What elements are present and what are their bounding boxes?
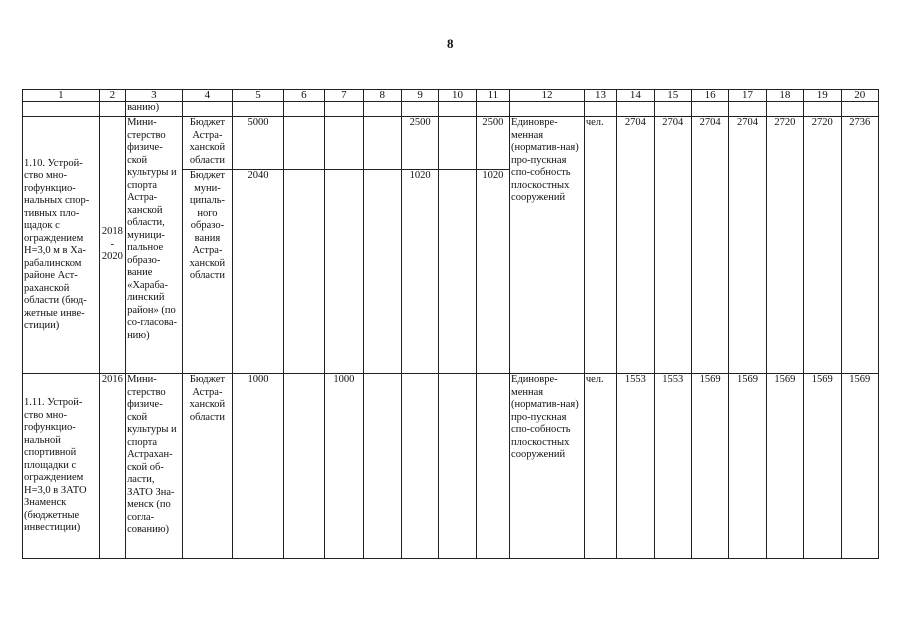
continuation-row xyxy=(23,102,879,117)
header-cell: 11 xyxy=(476,90,509,102)
executor-cell: Мини-стерство физиче-ской культуры и спорта Астра-ханской области, муници-пальное образо-вание «Хараба-линский район» (по со-гласова-нию) xyxy=(126,117,183,374)
total-regional: 5000 xyxy=(233,117,283,170)
year-2020-cell xyxy=(476,117,509,374)
value-cell: 1569 xyxy=(766,374,803,559)
total-cell xyxy=(233,117,284,374)
year-2018-regional: 2500 xyxy=(402,117,438,170)
funding-source-regional: Бюджет Астра-ханской области xyxy=(183,117,233,170)
header-cell: 15 xyxy=(654,90,691,102)
value-cell: 2704 xyxy=(654,117,691,374)
header-cell: 8 xyxy=(363,90,401,102)
value-cell: 2704 xyxy=(691,117,728,374)
value-cell: 2704 xyxy=(729,117,766,374)
table-row xyxy=(23,117,879,374)
years-cell: 2018 - 2020 xyxy=(99,117,125,374)
year-2016-cell: 1000 xyxy=(325,374,363,559)
header-cell: 14 xyxy=(617,90,654,102)
value-cell: 1569 xyxy=(729,374,766,559)
header-cell: 2 xyxy=(99,90,125,102)
header-cell: 9 xyxy=(401,90,438,102)
funding-source-municipal: Бюджет муни-ципаль-ного образо-вания Астра-ханской области xyxy=(189,170,226,281)
value-cell: 2736 xyxy=(841,117,879,374)
value-cell: 1553 xyxy=(654,374,691,559)
value-cell: 2720 xyxy=(766,117,803,374)
funding-source-cell xyxy=(182,117,233,374)
header-cell: 13 xyxy=(584,90,616,102)
total-cell: 1000 xyxy=(233,374,284,559)
header-cell: 3 xyxy=(126,90,183,102)
indicator-cell: Единовре-менная (норматив-ная) про-пускная спо-собность плоскостных сооружений xyxy=(510,374,585,559)
total-municipal: 2040 xyxy=(247,170,269,181)
continuation-text: ванию) xyxy=(126,102,183,117)
year-2020-regional: 2500 xyxy=(477,117,509,170)
unit-cell: чел. xyxy=(584,117,616,374)
header-cell: 10 xyxy=(439,90,476,102)
activity-name: 1.10. Устрой-ство мно-гофункцио-нальных спор-тивных пло-щадок с ограждением H=3,0 м в Ха-рабалинском районе Аст-раханской области (бюд-жетные инве-стиции) xyxy=(23,117,100,374)
indicator-cell: Единовре-менная (норматив-ная) про-пускная спо-собность плоскостных сооружений xyxy=(510,117,585,374)
activity-name: 1.11. Устрой-ство мно-гофункцио-нальной спортивной площадки с ограждением H=3,0 в ЗАТО Знаменск (бюджетные инвестиции) xyxy=(23,374,100,559)
funding-source-cell: Бюджет Астра-ханской области xyxy=(182,374,233,559)
value-cell: 1553 xyxy=(617,374,654,559)
budget-table xyxy=(22,89,879,559)
header-cell: 1 xyxy=(23,90,100,102)
header-cell: 17 xyxy=(729,90,766,102)
header-cell: 18 xyxy=(766,90,803,102)
value-cell: 1569 xyxy=(841,374,879,559)
header-cell: 16 xyxy=(691,90,728,102)
page-number: 8 xyxy=(447,36,454,51)
year-2018-cell xyxy=(401,117,438,374)
header-cell: 12 xyxy=(510,90,585,102)
table-row xyxy=(23,374,879,559)
years-cell: 2016 xyxy=(99,374,125,559)
header-cell: 5 xyxy=(233,90,284,102)
value-cell: 1569 xyxy=(691,374,728,559)
value-cell: 1569 xyxy=(804,374,841,559)
header-cell: 7 xyxy=(325,90,363,102)
value-cell: 2704 xyxy=(617,117,654,374)
year-2020-municipal: 1020 xyxy=(482,170,504,181)
header-cell: 4 xyxy=(182,90,233,102)
executor-cell: Мини-стерство физиче-ской культуры и спорта Астрахан-ской об-ласти, ЗАТО Зна-менск (по согла-сованию) xyxy=(126,374,183,559)
header-cell: 19 xyxy=(804,90,841,102)
unit-cell: чел. xyxy=(584,374,616,559)
value-cell: 2720 xyxy=(804,117,841,374)
year-2018-municipal: 1020 xyxy=(409,170,431,181)
header-cell: 20 xyxy=(841,90,879,102)
header-cell: 6 xyxy=(283,90,324,102)
header-row xyxy=(23,90,879,102)
